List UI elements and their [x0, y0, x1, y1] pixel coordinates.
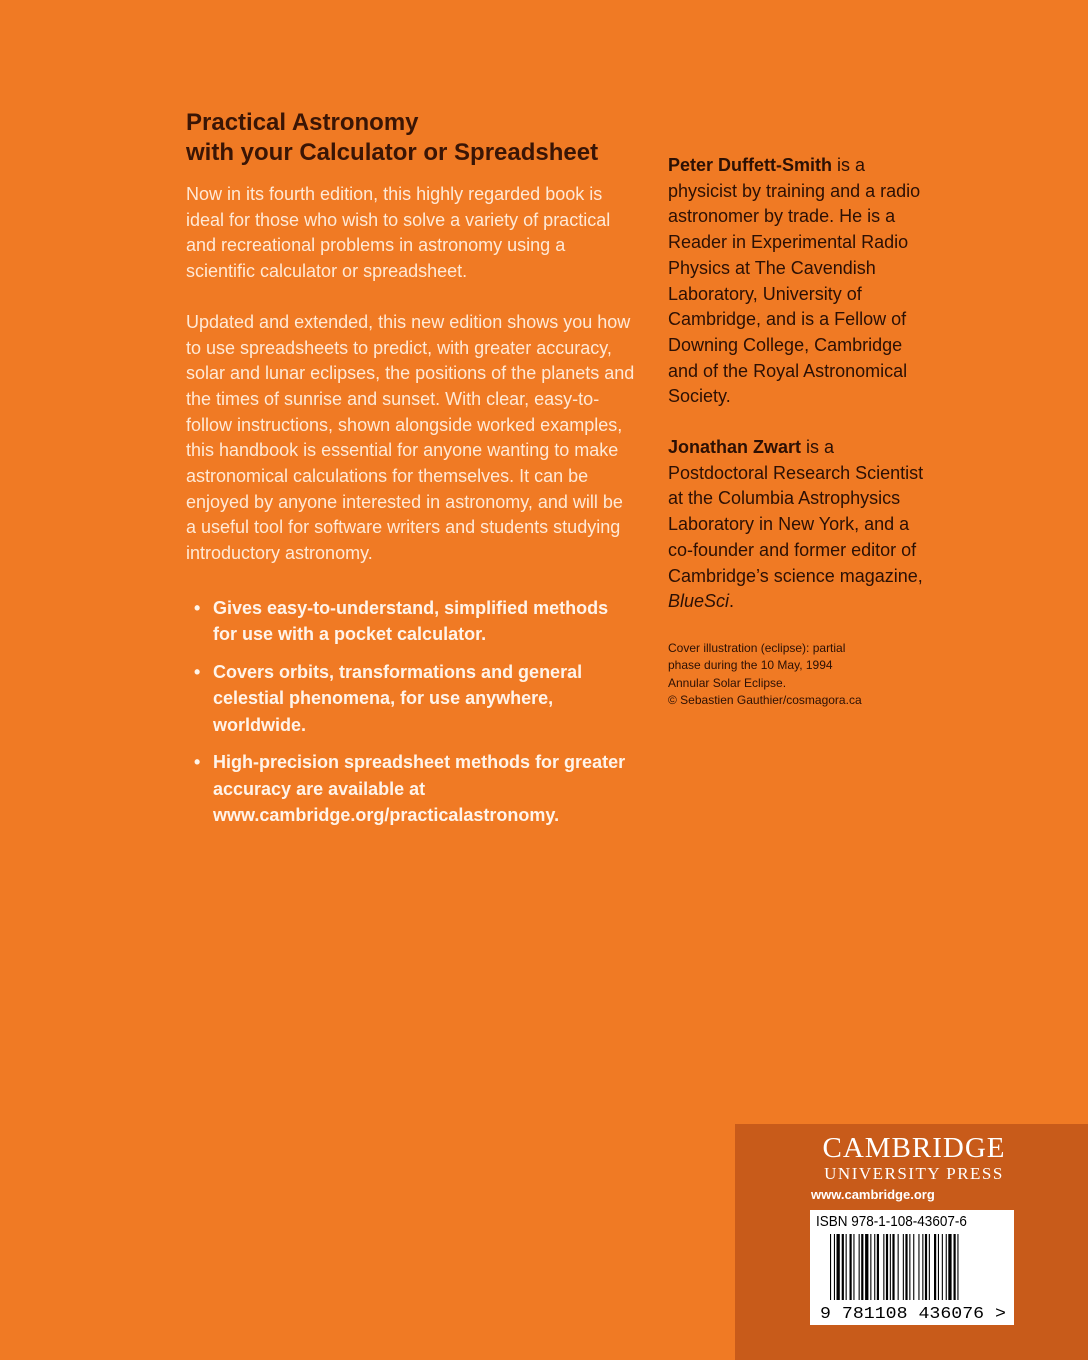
credit-line: Annular Solar Eclipse.	[668, 675, 787, 690]
barcode-bar	[886, 1234, 888, 1300]
feature-list	[186, 595, 636, 829]
feature-item: • Covers orbits, transformations and general celestial phenomena, for use anywhere, worldwide.	[186, 659, 636, 739]
cover-credit	[668, 640, 928, 710]
barcode-bar	[834, 1234, 835, 1300]
right-column	[668, 153, 928, 710]
barcode-bar	[948, 1234, 951, 1300]
credit-line: Cover illustration (eclipse): partial	[668, 640, 846, 655]
barcode-bar	[890, 1234, 891, 1300]
barcode-bar	[913, 1234, 914, 1300]
barcode-digits: 9 781108 436076 >	[820, 1305, 1006, 1324]
barcode-bar	[922, 1234, 923, 1300]
barcode-bar	[929, 1234, 930, 1300]
credit-line: phase during the 10 May, 1994	[668, 658, 833, 673]
credit-line: © Sebastien Gauthier/cosmagora.ca	[668, 693, 862, 708]
barcode-bar	[925, 1234, 927, 1300]
feature-item: • High-precision spreadsheet methods for greater accuracy are available at www.cambridge.org/practicalastronomy.	[186, 749, 636, 829]
book-subtitle: with your Calculator or Spreadsheet	[186, 139, 599, 166]
barcode-bar	[938, 1234, 939, 1300]
author-bio-1	[668, 153, 928, 410]
barcode-bar	[877, 1234, 879, 1300]
barcode-bar	[946, 1234, 947, 1300]
barcode-bar	[883, 1234, 884, 1300]
author-name: Jonathan Zwart	[668, 437, 802, 458]
publisher-url: www.cambridge.org	[811, 1187, 935, 1202]
author-bio-text: is a physicist by training and a radio astronomer by trade. He is a Reader in Experimental Radio Physics at The Cavendish Laboratory, University of Cambridge, and is a Fellow of Downing College, Cambridge and of the Royal Astronomical Society.	[668, 155, 921, 407]
publisher-logo-name: CAMBRIDGE	[822, 1132, 1006, 1164]
barcode-bar	[846, 1234, 847, 1300]
author-bio-2	[668, 435, 928, 615]
barcode-bar	[903, 1234, 904, 1300]
description-paragraph-1: Now in its fourth edition, this highly regarded book is ideal for those who wish to solve a variety of practical and recreational problems in astronomy using a scientific calculator or spreadsheet.	[186, 184, 611, 282]
barcode-bar	[837, 1234, 840, 1300]
barcode-box	[810, 1210, 1014, 1325]
barcode-bar	[892, 1234, 894, 1300]
publisher-logo-subname: UNIVERSITY PRESS	[824, 1164, 1004, 1183]
barcode-bar	[830, 1234, 831, 1300]
feature-item: • Gives easy-to-understand, simplified methods for use with a pocket calculator.	[186, 595, 636, 648]
barcode-bar	[853, 1234, 854, 1300]
isbn-label: ISBN 978-1-108-43607-6	[816, 1213, 967, 1230]
book-title: Practical Astronomy	[186, 109, 419, 136]
barcode-bar	[861, 1234, 863, 1300]
barcode-bar	[842, 1234, 844, 1300]
barcode-bar	[934, 1234, 936, 1300]
barcode-bar	[905, 1234, 907, 1300]
author-name: Peter Duffett-Smith	[668, 155, 833, 175]
barcode-bar	[870, 1234, 871, 1300]
barcode-bar	[874, 1234, 875, 1300]
barcode-bar	[898, 1234, 899, 1300]
barcode-bar	[909, 1234, 910, 1300]
magazine-name: BlueSci	[668, 591, 730, 612]
author-bio-end: .	[729, 591, 735, 612]
barcode-bar	[954, 1234, 956, 1300]
barcode-bar	[865, 1234, 868, 1300]
publisher-panel	[735, 1124, 1088, 1360]
barcode-bar	[942, 1234, 943, 1300]
description-paragraph-2: Updated and extended, this new edition shows you how to use spreadsheets to predict, with greater accuracy, solar and lunar eclipses, the positions of the planets and the times of sunrise and sunset. With clear, easy-to-follow instructions, shown alongside worked examples, this handbook is essential for anyone wanting to make astronomical calculations for themselves. It can be enjoyed by anyone interested in astronomy, and will be a useful tool for software writers and students studying introductory astronomy.	[186, 311, 635, 564]
barcode-bar	[859, 1234, 860, 1300]
barcode-bar	[918, 1234, 919, 1300]
left-column	[186, 108, 636, 840]
barcode-bar	[850, 1234, 852, 1300]
author-bio-text: is a Postdoctoral Research Scientist at the Columbia Astrophysics Laboratory in New York, and a co-founder and former editor of Cambridge’s science magazine,	[668, 437, 924, 586]
barcode-bar	[957, 1234, 958, 1300]
